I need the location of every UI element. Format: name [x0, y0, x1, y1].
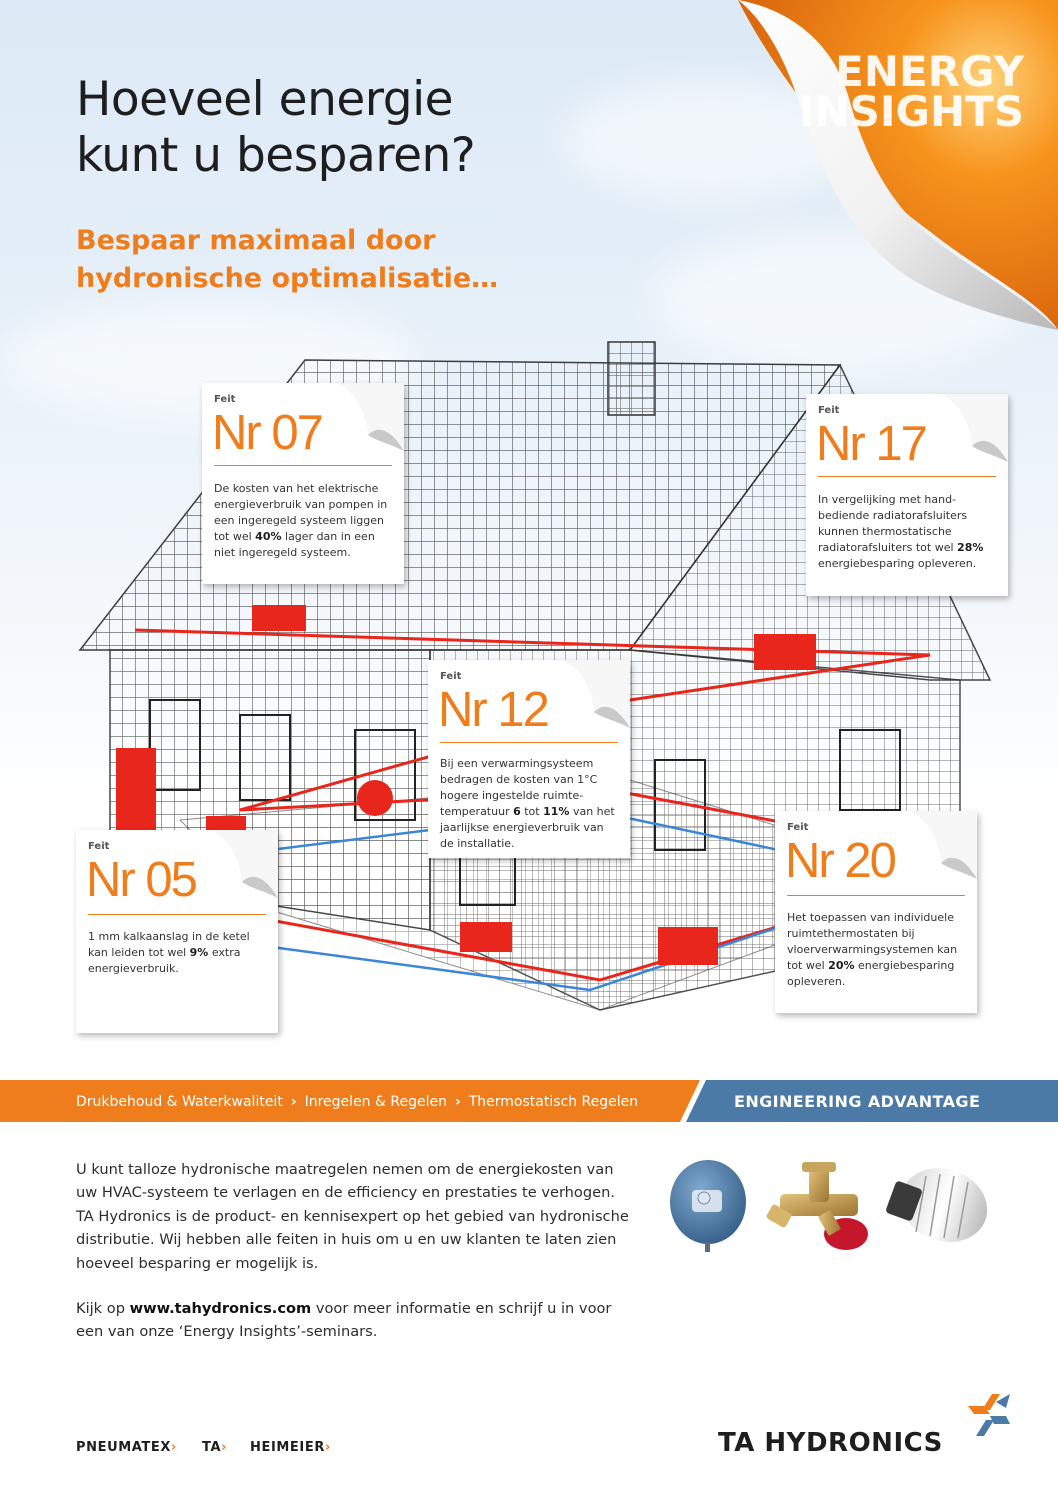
- chevron-right-icon: ›: [290, 1094, 297, 1110]
- fact-text: [440, 756, 615, 852]
- product-category-band: [0, 1080, 1058, 1122]
- cta-paragraph: [76, 1297, 636, 1344]
- fact-line: niet ingeregeld systeem.: [214, 546, 351, 559]
- fact-divider: [440, 742, 618, 743]
- title-line-1: Hoeveel energie: [76, 72, 454, 127]
- fact-label: Feit: [88, 841, 110, 852]
- fact-line: ruimtethermostaten bij: [787, 927, 915, 940]
- intro-line: TA Hydronics is de product- en kennisexpert op het gebied van hydronische: [76, 1207, 629, 1225]
- fact-highlight: 40%: [255, 530, 282, 543]
- expansion-vessel-product: [670, 1160, 746, 1252]
- fact-line: [787, 958, 957, 974]
- fact-card-nr-05: [76, 830, 278, 1033]
- chevron-right-icon: ›: [324, 1440, 331, 1455]
- brand-name: PNEUMATEX: [76, 1440, 172, 1455]
- fact-text: [88, 929, 250, 977]
- fact-line: energiebesparing opleveren.: [818, 557, 977, 570]
- fact-line: De kosten van het elektrische: [214, 482, 379, 495]
- chevron-right-icon: ›: [454, 1094, 461, 1110]
- fact-line: energieverbruik.: [88, 962, 179, 975]
- intro-line: uw HVAC-systeem te verlagen en de efficiency en prestaties te verhogen.: [76, 1184, 615, 1202]
- brand-name: TA: [202, 1440, 222, 1455]
- fact-text-post: lager dan in een: [281, 530, 375, 543]
- fact-line: een ingeregeld systeem liggen: [214, 514, 384, 527]
- intro-paragraph: [76, 1158, 636, 1275]
- cta-line: een van onze ‘Energy Insights’-seminars.: [76, 1323, 378, 1341]
- brand-ta: [202, 1440, 227, 1455]
- fact-label: Feit: [440, 671, 462, 682]
- cta-pre: Kijk op: [76, 1300, 130, 1317]
- cta-post: voor meer informatie en schrijf u in voor: [311, 1300, 612, 1317]
- balancing-valve-product: [765, 1162, 868, 1250]
- fact-line: Bij een verwarmingsysteem: [440, 757, 594, 770]
- category-inregelen[interactable]: Inregelen & Regelen: [304, 1094, 447, 1110]
- brand-pneumatex: [76, 1440, 177, 1455]
- fact-card-nr-12: [428, 660, 630, 858]
- fact-line: bediende radiatorafsluiters: [818, 509, 968, 522]
- fact-card-nr-07: [202, 383, 404, 584]
- fact-line: de installatie.: [440, 837, 515, 850]
- energy-insights-badge: [798, 47, 1024, 136]
- category-list: [76, 1094, 638, 1110]
- cta-line: [76, 1297, 636, 1320]
- intro-line: distributie. Wij hebben alle feiten in huis om u en uw klanten te laten zien: [76, 1231, 617, 1249]
- fact-highlight: 20%: [828, 959, 855, 972]
- fact-line: [818, 540, 983, 556]
- fact-highlight: 6: [513, 805, 521, 818]
- page-curl-icon: [336, 383, 404, 451]
- fact-text: [787, 910, 957, 990]
- fact-line: 1 mm kalkaanslag in de ketel: [88, 930, 250, 943]
- fact-line: [440, 804, 615, 820]
- fact-divider: [88, 914, 266, 915]
- fact-highlight: 28%: [957, 541, 984, 554]
- fact-line: [214, 529, 387, 545]
- intro-line: hoeveel besparing er mogelijk is.: [76, 1254, 319, 1272]
- fact-highlight: 9%: [189, 946, 209, 959]
- category-drukbehoud[interactable]: Drukbehoud & Waterkwaliteit: [76, 1094, 283, 1110]
- fact-number: Nr 05: [86, 853, 196, 907]
- engineering-advantage-tagline: ENGINEERING ADVANTAGE: [734, 1092, 981, 1111]
- fact-label: Feit: [818, 405, 840, 416]
- fact-line: energieverbruik van pompen in: [214, 498, 388, 511]
- subtitle-line-1: Bespaar maximaal door: [76, 225, 436, 256]
- fact-line: bedragen de kosten van 1°C: [440, 773, 598, 786]
- fact-text-post: energiebesparing: [854, 959, 955, 972]
- fact-line: jaarlijkse energieverbruik van: [440, 821, 604, 834]
- fact-line: In vergelijking met hand-: [818, 493, 957, 506]
- chevron-right-icon: ›: [171, 1440, 177, 1455]
- fact-line: vloerverwarmingsystemen kan: [787, 943, 958, 956]
- page-curl-icon: [210, 830, 278, 898]
- badge-line-1: ENERGY: [835, 47, 1024, 96]
- fact-line: opleveren.: [787, 975, 846, 988]
- brand-name: HEIMEIER: [250, 1440, 325, 1455]
- fact-text: [818, 492, 983, 572]
- category-thermostatisch[interactable]: Thermostatisch Regelen: [468, 1094, 639, 1110]
- page-curl-icon: [562, 660, 630, 728]
- brand-heimeier: [250, 1440, 331, 1455]
- subtitle-line-2: hydronische optimalisatie…: [76, 263, 499, 294]
- title-line-2: kunt u besparen?: [76, 128, 476, 183]
- fact-number: Nr 20: [785, 834, 895, 888]
- fact-label: Feit: [214, 394, 236, 405]
- fact-label: Feit: [787, 822, 809, 833]
- chevron-right-icon: ›: [221, 1440, 228, 1455]
- fact-text-pre: kan leiden tot wel: [88, 946, 190, 959]
- fact-line: kunnen thermostatische: [818, 525, 952, 538]
- fact-card-nr-17: [806, 394, 1008, 596]
- page-curl-icon: [940, 394, 1008, 462]
- fact-text-pre: tot wel: [214, 530, 256, 543]
- fact-line: [88, 945, 250, 961]
- product-images: [664, 1150, 994, 1260]
- page-curl-icon: [909, 811, 977, 879]
- fact-highlight: 11%: [543, 805, 570, 818]
- fact-line: hogere ingestelde ruimte-: [440, 789, 584, 802]
- fact-text-pre: tot wel: [787, 959, 829, 972]
- fact-text-post: extra: [208, 946, 241, 959]
- ta-hydronics-logo-icon: [966, 1392, 1012, 1438]
- website-link[interactable]: www.tahydronics.com: [129, 1300, 312, 1317]
- fact-text-mid: tot: [520, 805, 544, 818]
- fact-text-pre: radiatorafsluiters tot wel: [818, 541, 958, 554]
- fact-card-nr-20: [775, 811, 977, 1013]
- badge-line-2: INSIGHTS: [798, 87, 1024, 136]
- fact-number: Nr 17: [816, 417, 926, 471]
- fact-divider: [818, 476, 996, 477]
- fact-divider: [787, 895, 965, 896]
- fact-text: [214, 481, 387, 561]
- page-title: [76, 72, 596, 184]
- fact-number: Nr 07: [212, 406, 322, 460]
- fact-text-pre: temperatuur: [440, 805, 514, 818]
- thermostatic-head-product: [885, 1156, 994, 1254]
- fact-line: Het toepassen van individuele: [787, 911, 954, 924]
- fact-number: Nr 12: [438, 683, 548, 737]
- intro-line: U kunt talloze hydronische maatregelen nemen om de energiekosten van: [76, 1161, 614, 1178]
- fact-text-post: van het: [569, 805, 615, 818]
- ta-hydronics-logo-text: TA HYDRONICS: [718, 1428, 943, 1458]
- fact-divider: [214, 465, 392, 466]
- page-subtitle: [76, 222, 636, 298]
